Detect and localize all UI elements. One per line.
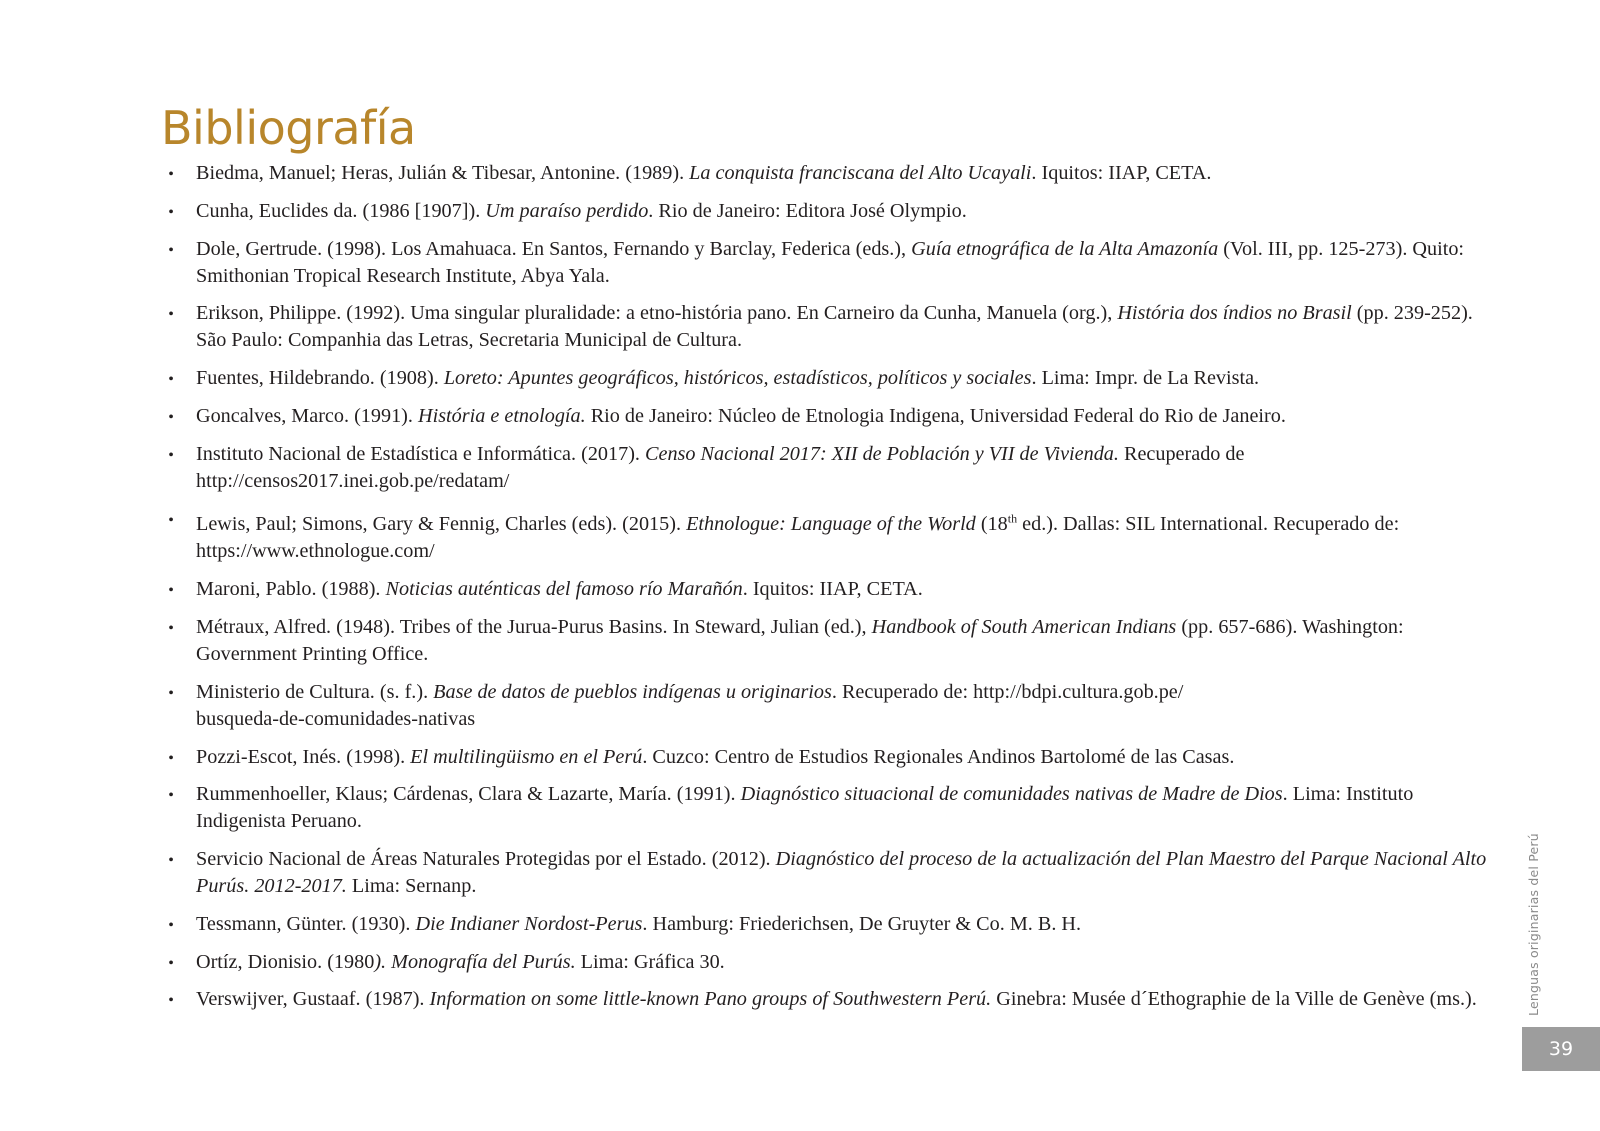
bibliography-entry — [161, 679, 1491, 733]
page-number: 39 — [1548, 1038, 1574, 1060]
entry-segment: Ortíz, Dionisio. (1980 — [196, 950, 375, 973]
bibliography-entry — [161, 403, 1491, 430]
entry-text — [196, 848, 1486, 897]
entry-segment: Servicio Nacional de Áreas Naturales Protegidas por el Estado. (2012). — [196, 848, 776, 871]
bullet-icon — [161, 236, 181, 264]
bullet-icon — [161, 300, 181, 328]
entry-text — [196, 616, 1404, 665]
work-title: Loreto: Apuntes geográficos, históricos, estadísticos, políticos y sociales — [443, 367, 1032, 390]
entry-segment: (Vol. III, pp. 125-273). Quito: Smithonian Tropical Research Institute, Abya Yala. — [196, 237, 1465, 287]
bibliography-entry — [161, 781, 1491, 835]
bibliography-entry — [161, 986, 1491, 1013]
work-title: Censo Nacional 2017: XII de Población y VII de Vivienda. — [645, 442, 1119, 465]
entry-segment: Ginebra: Musée d´Ethographie de la Ville de Genève (ms.). — [991, 988, 1477, 1011]
bullet-icon — [161, 744, 181, 772]
entry-segment: Fuentes, Hildebrando. (1908). — [196, 367, 444, 390]
entry-segment: . Rio de Janeiro: Editora José Olympio. — [648, 199, 967, 222]
entry-text — [196, 162, 1211, 184]
work-title: Diagnóstico situacional de comunidades nativas de Madre de Dios — [740, 783, 1283, 806]
entry-segment: ed.). Dallas: SIL International. Recuperado de: https://www.ethnologue.com/ — [196, 513, 1400, 563]
entry-segment: (18 — [975, 513, 1008, 536]
entry-segment: Cunha, Euclides da. (1986 [1907]). — [196, 199, 486, 222]
entry-segment: Goncalves, Marco. (1991). — [196, 404, 418, 427]
entry-segment: Métraux, Alfred. (1948). Tribes of the Jurua-Purus Basins. In Steward, Julian (ed.), — [196, 615, 872, 638]
bibliography-entry — [161, 911, 1491, 938]
superscript-text: th — [1007, 511, 1018, 526]
bullet-icon — [161, 846, 181, 874]
bibliography-entry — [161, 441, 1491, 495]
entry-segment: . Iquitos: IIAP, CETA. — [742, 578, 923, 601]
entry-text — [196, 513, 1399, 562]
entry-segment: (pp. 239-252). São Paulo: Companhia das Letras, Secretaria Municipal de Cultura. — [196, 302, 1473, 352]
work-title: Noticias auténticas del famoso río Marañón — [385, 578, 743, 601]
page-number-box — [1522, 1027, 1600, 1071]
entry-segment: Instituto Nacional de Estadística e Informática. (2017). — [196, 442, 646, 465]
entry-text — [196, 443, 1245, 492]
work-title: História dos índios no Brasil — [1117, 302, 1352, 325]
bullet-icon — [161, 441, 181, 469]
entry-segment: Verswijver, Gustaaf. (1987). — [196, 988, 430, 1011]
entry-segment: Dole, Gertrude. (1998). Los Amahuaca. En Santos, Fernando y Barclay, Federica (eds.), — [196, 237, 912, 260]
work-title: Diagnóstico del proceso de la actualización del Plan Maestro del Parque Nacional Alto Purús. 2012-2017. — [196, 848, 1487, 898]
bibliography-entry — [161, 506, 1491, 566]
entry-segment: Tessmann, Günter. (1930). — [196, 912, 416, 935]
bullet-icon — [161, 198, 181, 226]
work-title: Guía etnográfica de la Alta Amazonía — [911, 237, 1219, 260]
entry-text — [196, 681, 1183, 730]
bullet-icon — [161, 911, 181, 939]
work-title: Handbook of South American Indians — [871, 615, 1177, 638]
bullet-icon — [161, 614, 181, 642]
entry-segment: Lewis, Paul; Simons, Gary & Fennig, Charles (eds). (2015). — [196, 513, 687, 536]
entry-text — [196, 913, 1081, 935]
entry-text — [196, 200, 967, 222]
bibliography-entry — [161, 198, 1491, 225]
bullet-icon — [161, 949, 181, 977]
bibliography-entry — [161, 949, 1491, 976]
bibliography-entry — [161, 236, 1491, 290]
entry-segment: . Recuperado de: http://bdpi.cultura.gob.pe/ — [831, 680, 1184, 703]
entry-segment: busqueda-de-comunidades-nativas — [196, 707, 476, 730]
work-title: El multilingüismo en el Perú — [410, 745, 643, 768]
entry-segment: Erikson, Philippe. (1992). Uma singular pluralidade: a etno-história pano. En Carneiro da Cunha, Manuela (org.), — [196, 302, 1118, 325]
book-title-vertical: Lenguas originarias del Perú — [1526, 833, 1541, 1016]
work-title: Um paraíso perdido — [485, 199, 649, 222]
entry-segment: . Iquitos: IIAP, CETA. — [1031, 162, 1212, 184]
entry-text — [196, 988, 1477, 1010]
entry-text — [196, 746, 1234, 768]
bibliography-entry — [161, 614, 1491, 668]
bibliography-entry — [161, 160, 1491, 187]
bullet-icon — [161, 679, 181, 707]
entry-text — [196, 405, 1286, 427]
entry-text — [196, 367, 1259, 389]
entry-segment: Lima: Sernanp. — [346, 875, 477, 898]
entry-segment: (pp. 657-686). Washington: Government Printing Office. — [196, 615, 1404, 665]
bibliography-entry — [161, 300, 1491, 354]
work-title: Die Indianer Nordost-Perus — [415, 912, 643, 935]
page-title: Bibliografía — [161, 101, 416, 155]
entry-segment: . Lima: Impr. de La Revista. — [1031, 367, 1260, 390]
bullet-icon — [161, 365, 181, 393]
entry-text — [196, 302, 1473, 351]
work-title: Ethnologue: Language of the World — [686, 513, 976, 536]
entry-segment: Maroni, Pablo. (1988). — [196, 578, 386, 601]
entry-segment: . Hamburg: Friederichsen, De Gruyter & Co. M. B. H. — [642, 912, 1082, 935]
bibliography-entry — [161, 365, 1491, 392]
bullet-icon — [161, 576, 181, 604]
entry-segment: Lima: Gráfica 30. — [575, 950, 725, 973]
entry-text — [196, 951, 725, 973]
work-title: Base de datos de pueblos indígenas u originarios — [433, 680, 832, 703]
bibliography-list — [161, 160, 1491, 1024]
entry-segment: Rummenhoeller, Klaus; Cárdenas, Clara & Lazarte, María. (1991). — [196, 783, 741, 806]
entry-text — [196, 783, 1413, 832]
entry-text — [196, 238, 1464, 287]
bullet-icon — [161, 781, 181, 809]
entry-segment: . Cuzco: Centro de Estudios Regionales Andinos Bartolomé de las Casas. — [642, 745, 1235, 768]
work-title: História e etnología. — [418, 404, 586, 427]
bullet-icon — [161, 506, 181, 534]
bullet-icon — [161, 403, 181, 431]
bibliography-entry — [161, 846, 1491, 900]
work-title: ). Monografía del Purús. — [374, 950, 576, 973]
entry-segment: Recuperado de http://censos2017.inei.gob.pe/redatam/ — [196, 442, 1245, 492]
bibliography-entry — [161, 744, 1491, 771]
entry-segment: Rio de Janeiro: Núcleo de Etnologia Indigena, Universidad Federal do Rio de Janeiro. — [585, 404, 1286, 427]
bullet-icon — [161, 160, 181, 188]
work-title: Information on some little-known Pano groups of Southwestern Perú. — [429, 988, 992, 1011]
entry-segment: Pozzi-Escot, Inés. (1998). — [196, 745, 411, 768]
bullet-icon — [161, 986, 181, 1014]
entry-segment: Biedma, Manuel; Heras, Julián & Tibesar, Antonine. (1989). — [196, 162, 690, 184]
entry-segment: . Lima: Instituto Indigenista Peruano. — [196, 783, 1414, 833]
entry-segment: Ministerio de Cultura. (s. f.). — [196, 680, 434, 703]
entry-text — [196, 578, 923, 600]
bibliography-entry — [161, 576, 1491, 603]
work-title: La conquista franciscana del Alto Ucayali — [689, 162, 1032, 184]
